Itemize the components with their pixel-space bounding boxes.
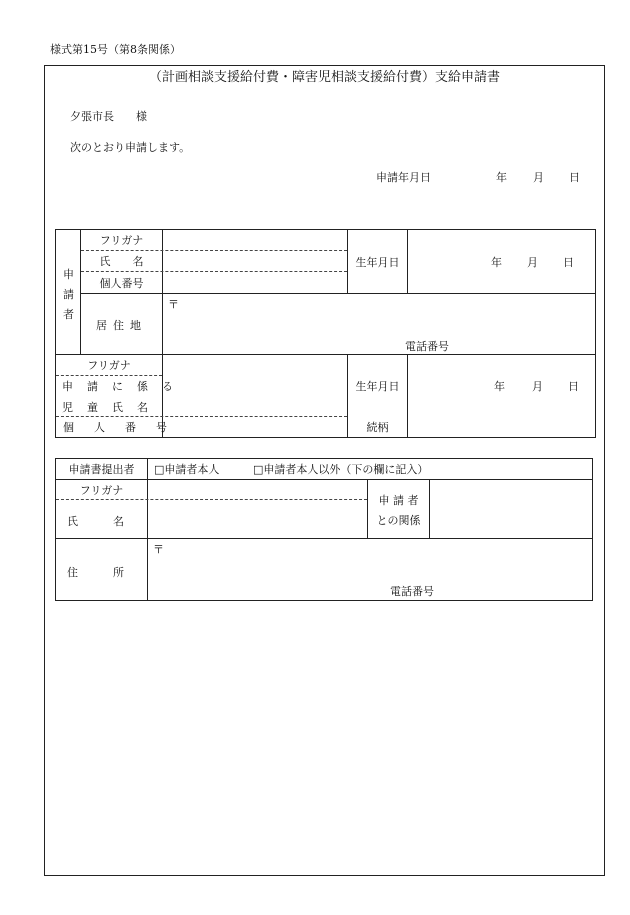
child-furigana-label: フリガナ <box>87 359 131 372</box>
application-date-label: 申請年月日 <box>376 171 431 184</box>
application-date-day: 日 <box>569 171 580 184</box>
child-personal-number-label: 個人番号 <box>63 421 187 434</box>
submitter-address-label: 住 所 <box>67 566 136 579</box>
option-other: □申請者本人以外（下の欄に記入） <box>253 463 429 476</box>
child-birth-year: 年 <box>494 380 505 393</box>
form-number: 様式第15号（第8条関係） <box>50 43 181 56</box>
child-label-1: 申請に係る <box>62 380 187 393</box>
child-birth-month: 月 <box>532 380 543 393</box>
submitter-relation-label-1: 申 請 者 <box>378 494 419 507</box>
option-self: □申請者本人 <box>154 463 220 476</box>
applicant-label-1: 申 <box>63 268 74 281</box>
address-label: 居住地 <box>96 319 147 332</box>
submitter-phone-label: 電話番号 <box>390 585 434 598</box>
submitter-furigana-label: フリガナ <box>79 484 124 497</box>
birth-year: 年 <box>491 256 502 269</box>
application-date-year: 年 <box>496 171 507 184</box>
form-title: （計画相談支援給付費・障害児相談支援給付費）支給申請書 <box>148 70 500 85</box>
child-birth-date-label: 生年月日 <box>355 380 400 393</box>
child-label-2: 児童氏名 <box>62 401 162 414</box>
submitter-postal-mark: 〒 <box>153 543 164 556</box>
birth-day: 日 <box>563 256 574 269</box>
relation-label: 続柄 <box>366 421 389 434</box>
furigana-label: フリガナ <box>99 234 144 247</box>
phone-label: 電話番号 <box>405 340 449 353</box>
applicant-label-2: 請 <box>63 288 74 301</box>
birth-date-label: 生年月日 <box>355 256 400 269</box>
child-birth-day: 日 <box>568 380 579 393</box>
name-label: 氏 名 <box>99 255 144 268</box>
submitter-header: 申請書提出者 <box>68 463 135 476</box>
applicant-label-3: 者 <box>63 308 74 321</box>
submitter-relation-label-2: との関係 <box>376 514 421 527</box>
addressee: 夕張市長 様 <box>70 110 147 123</box>
postal-mark: 〒 <box>168 298 179 311</box>
application-date-month: 月 <box>533 171 544 184</box>
intro-text: 次のとおり申請します。 <box>70 141 191 154</box>
submitter-name-label: 氏 名 <box>67 515 136 528</box>
personal-number-label: 個人番号 <box>99 277 144 290</box>
birth-month: 月 <box>527 256 538 269</box>
